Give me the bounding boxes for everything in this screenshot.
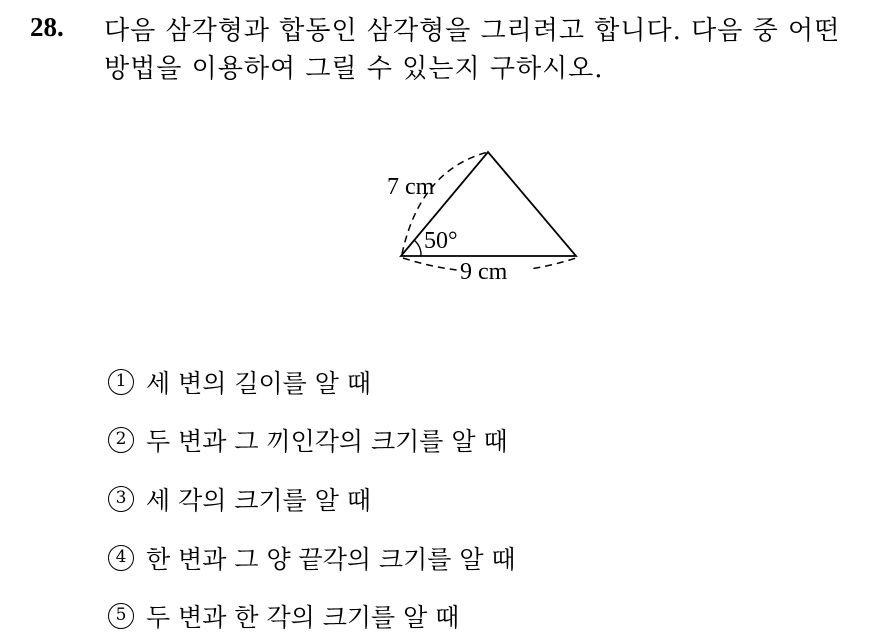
choice-text-3: 세 각의 크기를 알 때 [146,486,371,515]
question-line-2: 방법을 이용하여 그릴 수 있는지 구하시오. [104,54,604,84]
choice-text-5: 두 변과 한 각의 크기를 알 때 [146,603,460,632]
choice-text-2: 두 변과 그 끼인각의 크기를 알 때 [146,427,508,456]
choice-3[interactable] [108,481,371,517]
choice-number-5: 5 [108,603,134,629]
triangle-figure [380,140,600,290]
choice-4[interactable] [108,540,516,576]
choice-text-4: 한 변과 그 양 끝각의 크기를 알 때 [146,545,516,574]
angle-arc [414,240,421,256]
choice-number-4: 4 [108,545,134,571]
question-stem [104,12,864,88]
question-number: 28. [30,12,64,42]
side-a-label: 7 cm [387,174,435,200]
question-line-1: 다음 삼각형과 합동인 삼각형을 그리려고 합니다. 다음 중 어떤 [104,16,841,46]
angle-label: 50° [424,228,458,254]
choice-number-2: 2 [108,427,134,453]
choice-number-3: 3 [108,486,134,512]
choice-5[interactable] [108,598,459,634]
choice-1[interactable] [108,364,371,400]
side-b-label: 9 cm [460,259,508,285]
choice-2[interactable] [108,422,508,458]
choice-number-1: 1 [108,369,134,395]
choice-text-1: 세 변의 길이를 알 때 [146,369,371,398]
